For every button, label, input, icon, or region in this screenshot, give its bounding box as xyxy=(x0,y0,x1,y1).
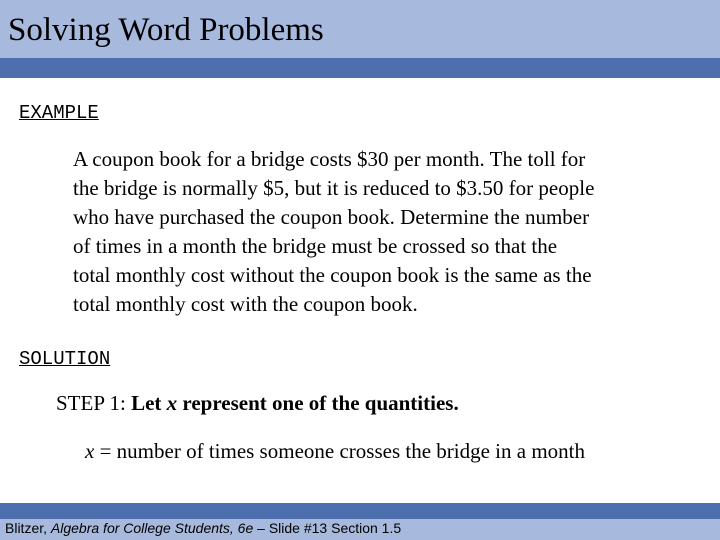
variable-definition xyxy=(85,441,585,462)
footer-author: Blitzer, xyxy=(5,520,51,536)
problem-line: A coupon book for a bridge costs $30 per month. The toll for xyxy=(73,147,586,171)
problem-text xyxy=(73,145,693,319)
footer-slide-info: – Slide #13 Section 1.5 xyxy=(253,520,402,536)
step-instruction xyxy=(131,391,459,415)
step-number: STEP 1: xyxy=(56,391,126,415)
problem-line: of times in a month the bridge must be crossed so that the xyxy=(73,234,558,258)
step-1 xyxy=(56,393,459,414)
definition-text: = number of times someone crosses the bridge in a month xyxy=(94,439,585,463)
definition-variable: x xyxy=(85,439,95,463)
footer-divider xyxy=(0,503,720,519)
slide-footer xyxy=(5,521,401,535)
problem-line: total monthly cost without the coupon book is the same as the xyxy=(73,263,592,287)
solution-label: SOLUTION xyxy=(19,348,111,370)
title-divider xyxy=(0,58,720,78)
step-text-pre: Let xyxy=(131,391,167,415)
step-variable: x xyxy=(166,391,178,415)
problem-line: total monthly cost with the coupon book. xyxy=(73,292,418,316)
step-text-post: represent one of the quantities. xyxy=(177,391,459,415)
problem-line: the bridge is normally $5, but it is reduced to $3.50 for people xyxy=(73,176,595,200)
example-label: EXAMPLE xyxy=(19,102,99,124)
footer-book-title: Algebra for College Students, 6e xyxy=(50,520,254,536)
problem-line: who have purchased the coupon book. Determine the number xyxy=(73,205,590,229)
slide-title: Solving Word Problems xyxy=(8,12,324,48)
